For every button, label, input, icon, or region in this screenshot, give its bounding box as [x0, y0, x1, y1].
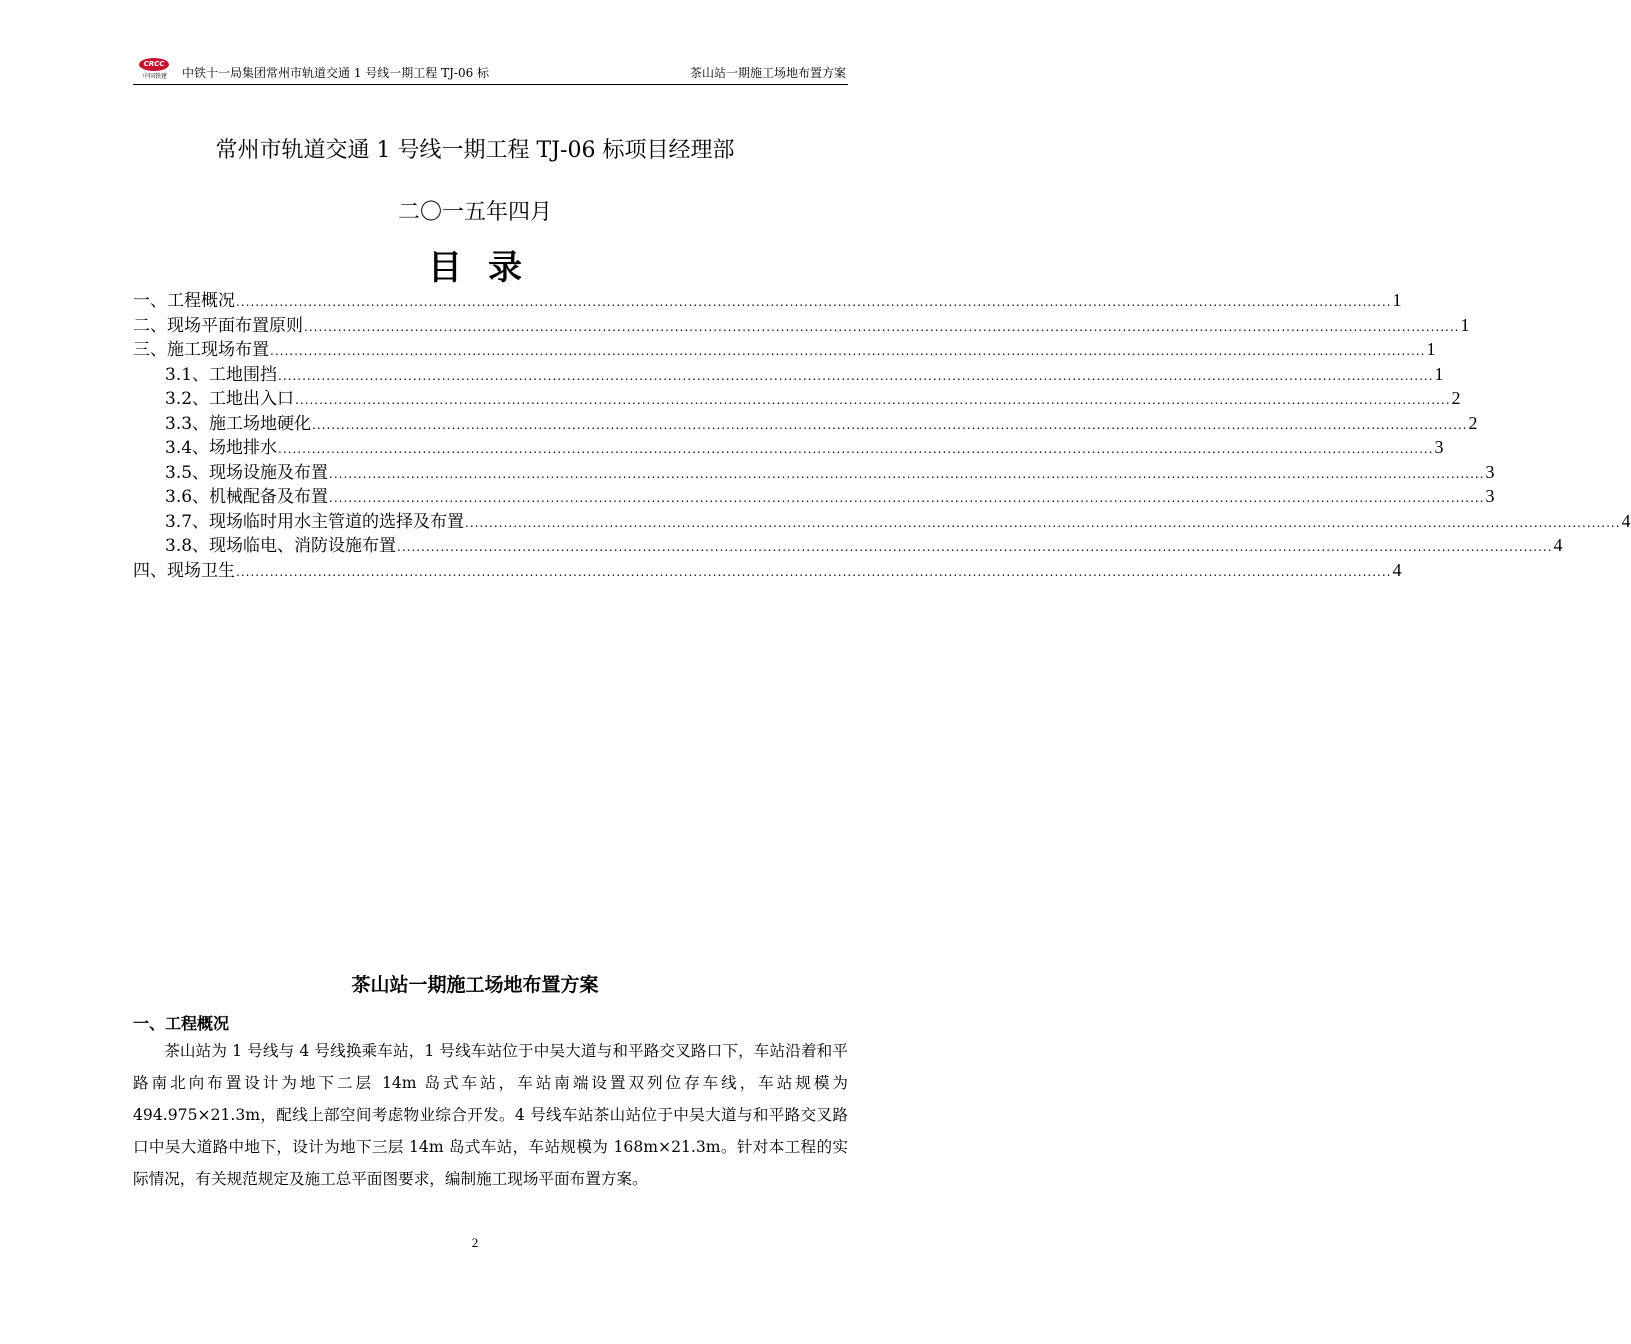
toc-entry-page: 4	[1392, 559, 1402, 580]
toc-entry-page: 2	[1468, 412, 1478, 433]
toc-entry-text: 3.5、现场设施及布置	[165, 462, 329, 483]
toc-entry-page: 4	[1553, 535, 1563, 555]
toc-entry[interactable]	[133, 360, 1444, 385]
toc-leader: ................................................................................................................................................................................................................................................	[329, 466, 1485, 481]
document-title: 茶山站一期施工场地布置方案	[351, 974, 599, 996]
toc-entry-page: 1	[1434, 363, 1444, 384]
toc-entry-page: 1	[1460, 314, 1470, 335]
toc-leader: ................................................................................................................................................................................................................................................	[278, 442, 1434, 456]
department-title: 常州市轨道交通 1 号线一期工程 TJ-06 标项目经理部	[215, 138, 735, 163]
section-paragraph: 茶山站为 1 号线与 4 号线换乘车站，1 号线车站位于中吴大道与和平路交叉路口下，车站沿着和平路南北向布置设计为地下二层 14m 岛式车站，车站南端设置双列位存车线，车站规模为 494.975×21.3m，配线上部空间考虑物业综合开发。4 号线车站茶山站位于中吴大道与和平路交叉路口中吴大道路中地下，设计为地下三层 14m 岛式车站，车站规模为 168m×21.3m。针对本工程的实际情况，有关规范规定及施工总平面图要求，编制施工现场平面布置方案。	[133, 1042, 848, 1188]
toc-entry[interactable]	[133, 482, 1495, 507]
toc-entry-text: 二、现场平面布置原则	[133, 315, 303, 336]
logo-badge: CRCC	[139, 58, 169, 71]
table-of-contents	[133, 286, 1631, 581]
cover-date: 二〇一五年四月	[397, 200, 552, 225]
toc-entry[interactable]	[133, 433, 1444, 458]
toc-entry[interactable]	[133, 507, 1631, 532]
toc-leader: ................................................................................................................................................................................................................................................	[312, 417, 1468, 432]
toc-entry-page: 1	[1392, 290, 1402, 310]
toc-title: 目录	[428, 248, 548, 288]
toc-entry-page: 3	[1485, 486, 1495, 506]
toc-entry[interactable]	[133, 286, 1402, 311]
section-heading: 一、工程概况	[133, 1014, 230, 1033]
toc-leader: ................................................................................................................................................................................................................................................	[278, 368, 1434, 383]
toc-entry-text: 3.7、现场临时用水主管道的选择及布置	[165, 511, 465, 532]
header-right-text: 茶山站一期施工场地布置方案	[689, 66, 846, 80]
toc-entry-text: 3.6、机械配备及布置	[165, 487, 329, 507]
toc-entry-text: 3.2、工地出入口	[165, 389, 295, 409]
toc-entry[interactable]	[133, 384, 1461, 409]
toc-entry[interactable]	[133, 458, 1495, 483]
toc-entry-text: 三、施工现场布置	[133, 340, 269, 360]
toc-entry[interactable]	[133, 531, 1563, 556]
company-logo	[133, 58, 177, 82]
toc-leader: ................................................................................................................................................................................................................................................	[329, 491, 1485, 505]
toc-leader: ................................................................................................................................................................................................................................................	[465, 515, 1621, 530]
toc-entry-page: 1	[1426, 339, 1436, 359]
toc-entry-text: 3.3、施工场地硬化	[165, 413, 312, 434]
toc-entry-page: 3	[1434, 437, 1444, 457]
page-header	[133, 56, 848, 85]
header-left-text: 中铁十一局集团常州市轨道交通 1 号线一期工程 TJ-06 标	[182, 66, 490, 80]
toc-leader: ................................................................................................................................................................................................................................................	[270, 344, 1426, 358]
toc-entry-text: 3.8、现场临电、消防设施布置	[165, 536, 397, 556]
toc-entry-page: 2	[1451, 388, 1461, 408]
toc-entry-text: 3.1、工地围挡	[165, 364, 278, 385]
toc-leader: ................................................................................................................................................................................................................................................	[295, 393, 1451, 407]
toc-entry-page: 3	[1485, 461, 1495, 482]
toc-entry[interactable]	[133, 335, 1436, 360]
toc-leader: ................................................................................................................................................................................................................................................	[236, 295, 1392, 309]
toc-entry[interactable]	[133, 409, 1478, 434]
toc-entry[interactable]	[133, 556, 1402, 581]
toc-leader: ................................................................................................................................................................................................................................................	[236, 564, 1392, 579]
toc-entry[interactable]	[133, 311, 1470, 336]
toc-entry-text: 3.4、场地排水	[165, 438, 278, 458]
logo-text: 中国铁建	[142, 73, 167, 80]
toc-leader: ................................................................................................................................................................................................................................................	[304, 319, 1460, 334]
toc-entry-text: 一、工程概况	[133, 291, 235, 311]
page-number: 2	[471, 1235, 479, 1250]
toc-entry-text: 四、现场卫生	[133, 560, 235, 581]
toc-entry-page: 4	[1621, 510, 1631, 531]
toc-leader: ................................................................................................................................................................................................................................................	[397, 540, 1553, 554]
